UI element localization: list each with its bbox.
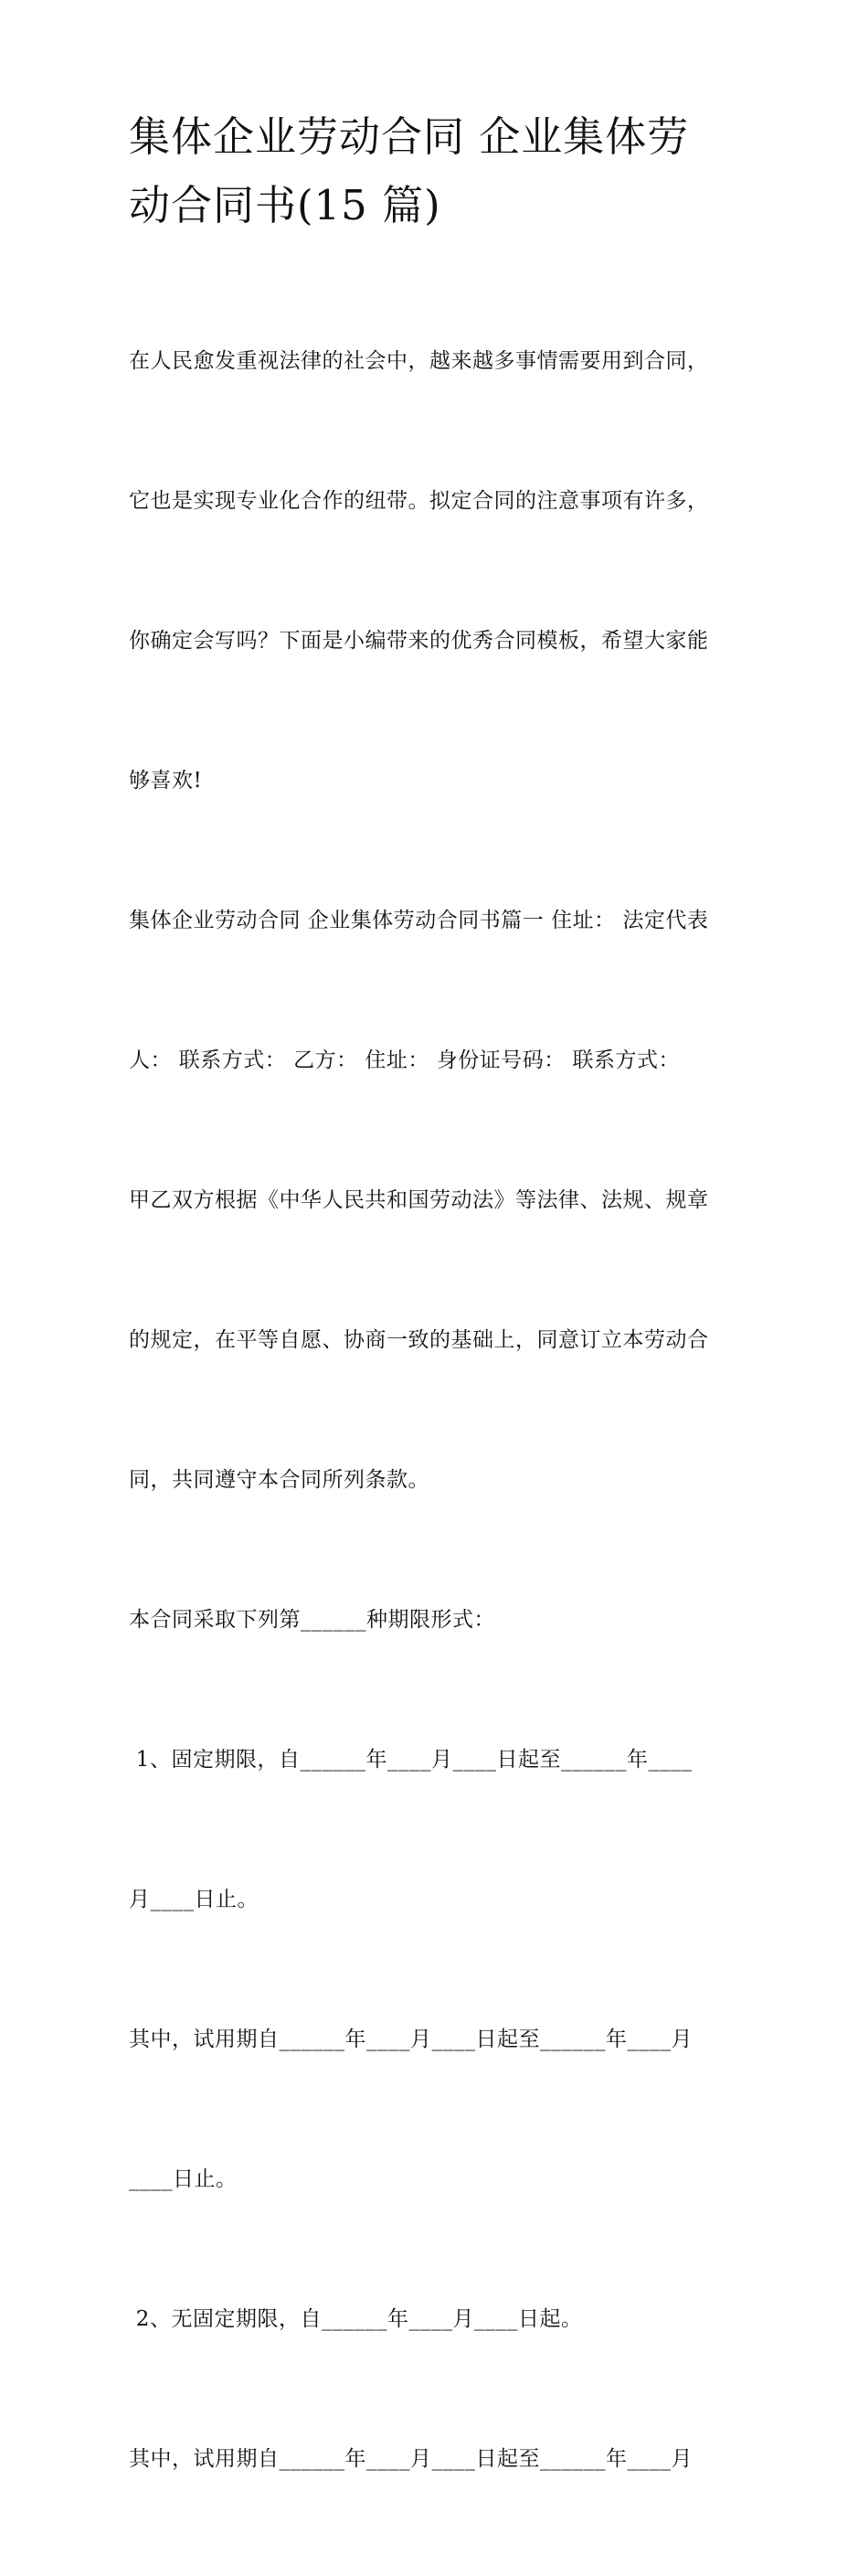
body-line: 其中，试用期自______年____月____日起至______年____月 <box>129 2028 693 2051</box>
body-line: 它也是实现专业化合作的纽带。拟定合同的注意事项有许多， <box>129 489 709 513</box>
document-title <box>129 102 750 240</box>
body-line: ____日止。 <box>129 2167 238 2191</box>
document-body <box>129 245 750 2576</box>
title-line-1: 集体企业劳动合同 企业集体劳 <box>129 112 690 161</box>
body-line: 月____日止。 <box>129 1888 259 1911</box>
body-line: 本合同采取下列第______种期限形式： <box>129 1608 495 1632</box>
body-line: 集体企业劳动合同 企业集体劳动合同书篇一 住址： 法定代表 <box>129 909 709 932</box>
body-line: 够喜欢! <box>129 769 203 793</box>
document-content <box>129 102 750 2576</box>
body-line: 人： 联系方式： 乙方： 住址： 身份证号码： 联系方式： <box>129 1048 681 1072</box>
body-line: 甲乙双方根据《中华人民共和国劳动法》等法律、法规、规章 <box>129 1188 709 1212</box>
body-line: 你确定会写吗？下面是小编带来的优秀合同模板，希望大家能 <box>129 629 709 653</box>
body-line: 的规定，在平等自愿、协商一致的基础上，同意订立本劳动合 <box>129 1328 709 1352</box>
title-line-2: 动合同书(15 篇) <box>129 181 441 229</box>
body-line: 在人民愈发重视法律的社会中，越来越多事情需要用到合同， <box>129 349 709 373</box>
body-line: 1、固定期限，自______年____月____日起至______年____ <box>129 1748 693 1772</box>
body-line: 其中，试用期自______年____月____日起至______年____月 <box>129 2447 693 2471</box>
body-line: 同，共同遵守本合同所列条款。 <box>129 1468 429 1492</box>
body-line: 2、无固定期限，自______年____月____日起。 <box>129 2307 583 2331</box>
